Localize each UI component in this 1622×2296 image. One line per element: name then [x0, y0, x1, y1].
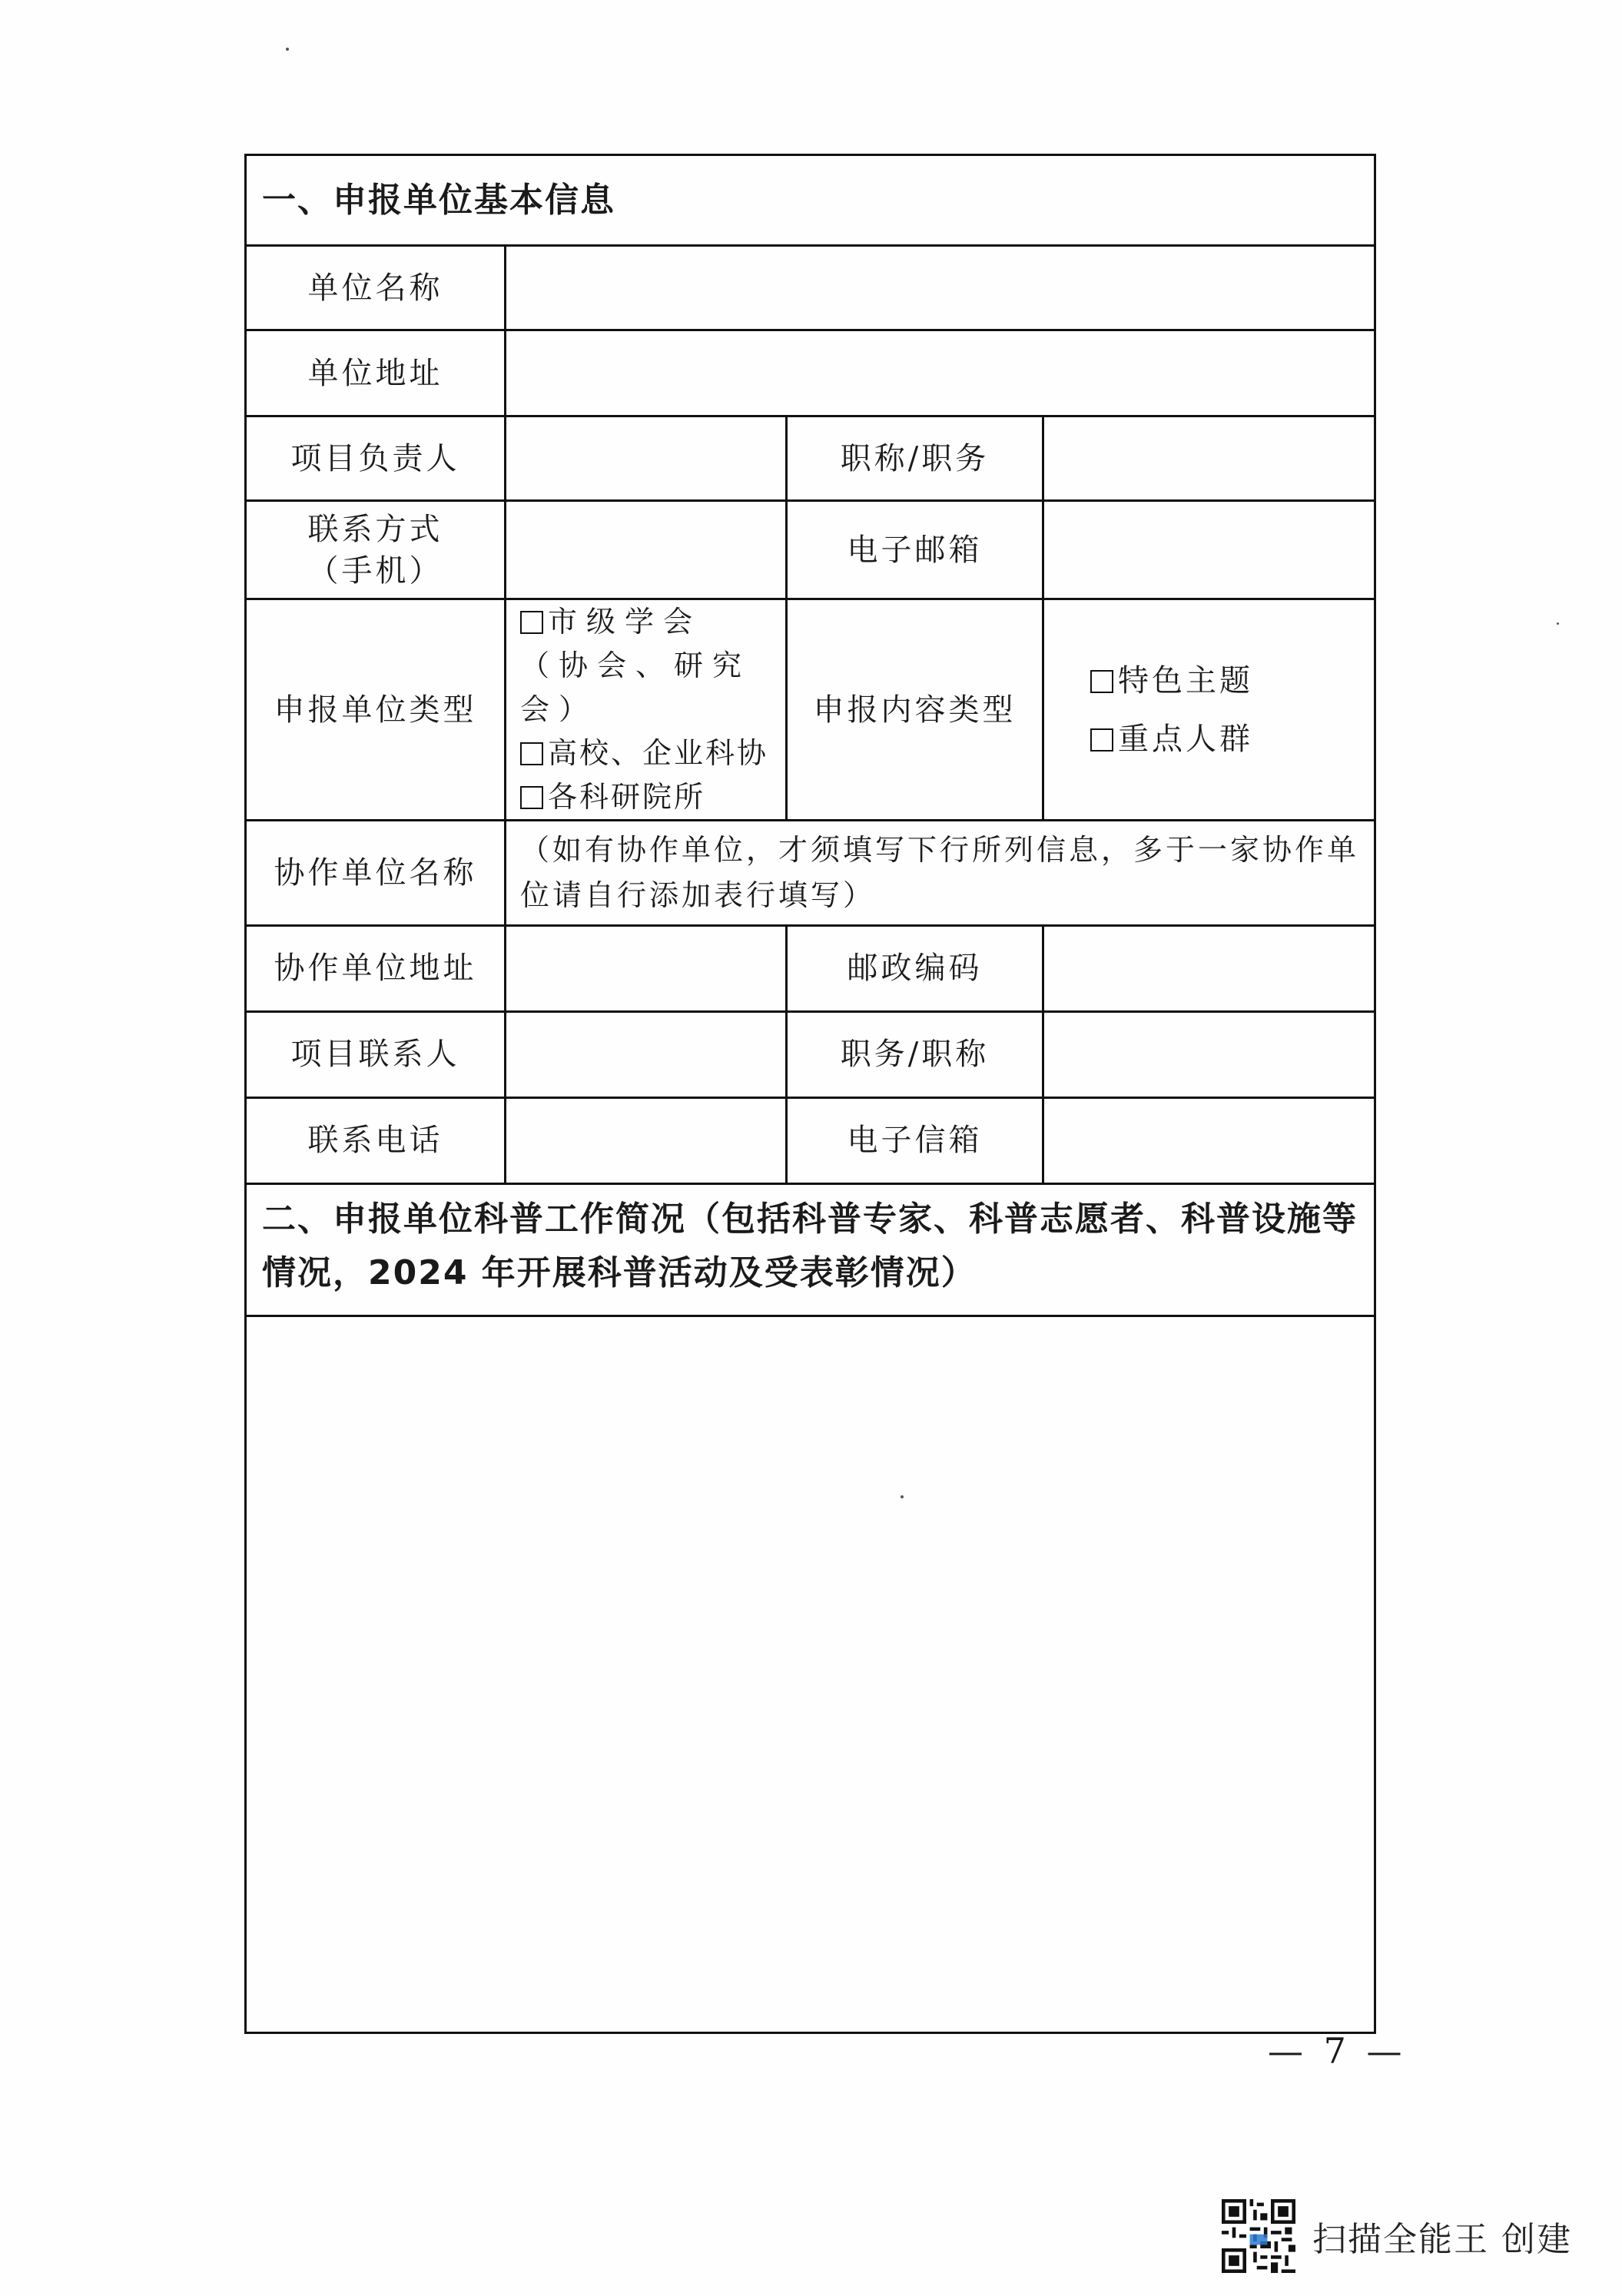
section2-heading [246, 1183, 1375, 1316]
watermark-text: 扫描全能王 创建 [1312, 2220, 1572, 2259]
row-coop-unit-address [246, 925, 1375, 1011]
section2-title: 二、申报单位科普工作简况 [262, 1199, 686, 1239]
unit-type-option-3[interactable]: 各科研院所 [520, 775, 771, 819]
coop-unit-address-label: 协作单位地址 [246, 925, 506, 1011]
row-phone [246, 1097, 1375, 1183]
row-contact [246, 501, 1375, 599]
coop-unit-address-field[interactable] [506, 925, 787, 1011]
phone-label: 联系电话 [246, 1097, 506, 1183]
content-type-label: 申报内容类型 [787, 599, 1043, 821]
email2-field[interactable] [1043, 1097, 1375, 1183]
project-leader-field[interactable] [506, 416, 787, 501]
section2-content-row [246, 1316, 1375, 2032]
phone-field[interactable] [506, 1097, 787, 1183]
postal-code-label: 邮政编码 [787, 925, 1043, 1011]
contact-label-line1: 联系方式 [307, 511, 443, 547]
checkbox-icon[interactable] [520, 611, 543, 634]
section2-subtitle: （包括科普专家、科普志愿者、科普设施等情况，2024 年开展科普活动及受表彰情况） [262, 1199, 1358, 1293]
content-type-option-2[interactable]: 重点人群 [1090, 718, 1360, 760]
position-title-label: 职务/职称 [787, 1011, 1043, 1097]
row-project-contact [246, 1011, 1375, 1097]
coop-note: （如有协作单位，才须填写下行所列信息，多于一家协作单位请自行添加表行填写） [506, 821, 1375, 926]
unit-address-field[interactable] [506, 330, 1375, 416]
position-title-field[interactable] [1043, 1011, 1375, 1097]
project-leader-label: 项目负责人 [246, 416, 506, 501]
scan-speck [286, 48, 289, 51]
unit-name-field[interactable] [506, 246, 1375, 330]
email-label: 电子邮箱 [787, 501, 1043, 599]
scan-speck [1557, 622, 1559, 625]
section1-header-row [246, 155, 1375, 246]
content-type-options [1043, 599, 1375, 821]
contact-label [246, 501, 506, 599]
scanner-watermark [1222, 2198, 1572, 2274]
contact-label-line2: （手机） [307, 552, 443, 589]
row-unit-type [246, 599, 1375, 821]
title-position-label: 职称/职务 [787, 416, 1043, 501]
project-contact-field[interactable] [506, 1011, 787, 1097]
section2-content-field[interactable] [246, 1316, 1375, 2032]
row-project-leader [246, 416, 1375, 501]
coop-unit-name-label: 协作单位名称 [246, 821, 506, 926]
section1-title: 一、申报单位基本信息 [246, 155, 1375, 246]
checkbox-icon[interactable] [520, 786, 543, 809]
email-field[interactable] [1043, 501, 1375, 599]
checkbox-icon[interactable] [1090, 728, 1113, 752]
unit-type-option-2[interactable]: 高校、企业科协 [520, 732, 771, 775]
page-number: — 7 — [1268, 2030, 1407, 2072]
contact-phone-field[interactable] [506, 501, 787, 599]
email2-label: 电子信箱 [787, 1097, 1043, 1183]
row-coop-unit-name [246, 821, 1375, 926]
qr-code-icon [1222, 2199, 1295, 2273]
title-position-field[interactable] [1043, 416, 1375, 501]
section2-header-row [246, 1183, 1375, 1316]
checkbox-icon[interactable] [1090, 670, 1113, 693]
content-type-option-1[interactable]: 特色主题 [1090, 660, 1360, 702]
application-form-table [244, 154, 1376, 2034]
postal-code-field[interactable] [1043, 925, 1375, 1011]
unit-type-option-1[interactable]: 市级学会（协会、研究会） [520, 605, 751, 726]
row-unit-name [246, 246, 1375, 330]
unit-type-label: 申报单位类型 [246, 599, 506, 821]
unit-address-label: 单位地址 [246, 330, 506, 416]
project-contact-label: 项目联系人 [246, 1011, 506, 1097]
checkbox-icon[interactable] [520, 742, 543, 765]
unit-name-label: 单位名称 [246, 246, 506, 330]
unit-type-options [506, 599, 787, 821]
row-unit-address [246, 330, 1375, 416]
